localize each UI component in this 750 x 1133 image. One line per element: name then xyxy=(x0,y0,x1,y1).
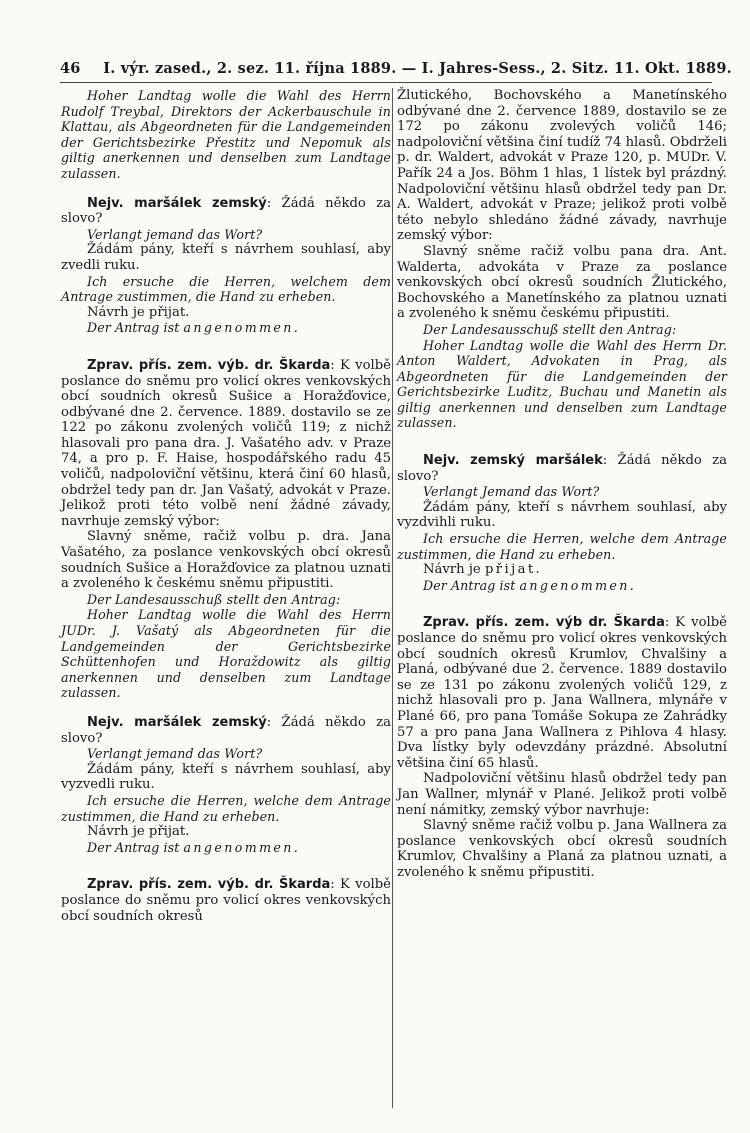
paragraph: Ich ersuche die Herren, welchem dem Antrage zustimmen, die Hand zu erheben. xyxy=(61,273,391,305)
speech-text: : Žádá někdo za slovo? xyxy=(397,453,727,484)
paragraph: Verlangt jemand das Wort? xyxy=(87,226,263,242)
paragraph: Žádám pány, kteří s návrhem souhlasí, aby vyzdvihli ruku. xyxy=(397,499,727,531)
paragraph: Žádám pány, kteří s návrhem souhlasí, aby zvedli ruku. xyxy=(61,242,391,273)
speech xyxy=(397,615,727,771)
paragraph: Slavný sněme račiž volbu pana dra. Ant. Walderta, advokáta v Praze za poslance venkovských obcí okresů soudních Žlutického, Bochovského a Manetínského za platnou uznati a zvoleného k sněmu českému připustiti. xyxy=(397,243,727,322)
speaker-name: Nejv. maršálek zemský xyxy=(87,714,267,730)
speech xyxy=(397,453,727,484)
page-number: 46 xyxy=(60,60,81,77)
right-column xyxy=(397,88,727,881)
running-title: I. výr. zased., 2. sez. 11. října 1889. — I. Jahres-Sess., 2. Sitz. 11. Okt. 1889. xyxy=(103,60,732,77)
spaced-text: angenommen. xyxy=(519,577,637,593)
speech xyxy=(61,715,391,746)
speech-text: : K volbě poslance do sněmu pro volicí okres venkovských obcí soudních okresů Krumlov, Chvalšiny a Planá, odbývané due 2. července. 1889 dostavilo se ze 131 po zákonu zvolených voličů 129, z nichž hlasovali pro p. Jana Wallnera, mlynáře v Plané 66, pro pana Tomáše Sokupa ze Zahrádky 57 a pro pana Jana Wallnera z Pihlova 4 hlasy. Dva lístky byly odevzdány prázdné. Absolutní většina činí 65 hlasů. xyxy=(397,615,727,771)
spacer xyxy=(61,855,391,877)
paragraph xyxy=(61,320,391,336)
paragraph: Nadpoloviční většinu hlasů obdržel tedy pan Jan Wallner, mlynář v Plané. Jelikož proti volbě není námitky, zemský výbor navrhuje: xyxy=(397,771,727,818)
speaker-name: Zprav. přís. zem. výb dr. Škarda xyxy=(423,615,665,631)
speech-text: : Žádá někdo za slovo? xyxy=(61,714,391,746)
header-rule xyxy=(60,82,712,83)
paragraph: Žlutického, Bochovského a Manetínského odbývané dne 2. července 1889, dostavilo se ze 172 po zákonu zvolevých voličů 146; nadpoloviční většina činí tudíž 74 hlasů. Obdrželi p. dr. Waldert, advokát v Praze 120, p. MUDr. V. Pařík 24 a Jos. Böhm 1 hlas, 1 lístek byl prázdný. Nadpoloviční většinu hlasů obdržel tedy pan Dr. A. Waldert, advokát v Praze; jelikož proti volbě této nebylo shledáno žádné závady, navrhuje zemský výbor: xyxy=(397,88,727,244)
spacer xyxy=(397,431,727,453)
spacer xyxy=(61,701,391,715)
column-divider xyxy=(392,88,393,1108)
speech-text: : K volbě poslance do sněmu pro volicí okres venkovských obcí soudních okresů xyxy=(61,877,391,924)
paragraph: Ich ersuche die Herren, welche dem Antrage zustimmen, die Hand zu erheben. xyxy=(397,531,727,562)
spacer xyxy=(61,182,391,196)
paragraph: Návrh je přijat. xyxy=(87,304,190,320)
text: Der Antrag ist xyxy=(423,577,520,593)
paragraph: Der Landesausschuß stellt den Antrag: xyxy=(87,591,341,607)
speaker-name: Nejv. zemský maršálek xyxy=(423,453,603,469)
speech-text: : K volbě poslance do sněmu pro volicí okres venkovských obcí soudních okresů Sušice a Horažďovice, odbývané dne 2. července. 1889. dostavilo se ze 122 po zákonu zvolených voličů 119; z nichž hlasovali pro pana dra. J. Vašatého adv. v Praze 74, a pro p. F. Haise, hospodářského radu 45 voličů, nadpoloviční většinu, která činí 60 hlasů, obdržel tedy pan dr. Jan Vašatý, advokát v Praze. Jelikož proti této volbě není žádné závady, navrhuje zemský výbor: xyxy=(61,357,391,529)
paragraph xyxy=(397,562,727,578)
paragraph: Verlangt Jemand das Wort? xyxy=(423,484,600,500)
paragraph: Der Landesausschuß stellt den Antrag: xyxy=(423,321,677,337)
page-header xyxy=(60,60,732,77)
paragraph: Slavný sněme račiž volbu p. Jana Wallnera za poslance venkovských obcí okresů soudních Krumlov, Chvalšiny a Planá za platnou uznati, a zvoleného k sněmu připustiti. xyxy=(397,818,727,880)
paragraph: Návrh je přijat. xyxy=(87,824,190,840)
paragraph: Hoher Landtag wolle die Wahl des Herrn JUDr. J. Vašatý als Abgeordneten für die Landgemeinden der Gerichtsbezirke Schüttenhofen und Horaždowitz als giltig anerkennen und denselben zum Landtage zulassen. xyxy=(61,607,391,701)
text: Der Antrag ist xyxy=(87,320,184,336)
text: Návrh je xyxy=(423,562,485,578)
speech xyxy=(61,358,391,530)
speaker-name: Nejv. maršálek zemský xyxy=(87,195,267,211)
paragraph: Verlangt jemand das Wort? xyxy=(87,746,263,762)
speech xyxy=(61,196,391,227)
paragraph xyxy=(61,840,391,856)
text: Der Antrag ist xyxy=(87,839,184,855)
spaced-text: přijat. xyxy=(484,562,543,578)
paragraph: Slavný sněme, račiž volbu p. dra. Jana Vašatého, za poslance venkovských obcí okresů soudních Sušice a Horažďovice za platnou uznati a zvoleného k českému sněmu připustiti. xyxy=(61,529,391,592)
left-column xyxy=(61,88,391,924)
speech xyxy=(61,877,391,924)
speaker-name: Zprav. přís. zem. výb. dr. Škarda xyxy=(87,357,331,373)
paragraph: Hoher Landtag wolle die Wahl des Herrn Rudolf Treybal, Direktors der Ackerbauschule in Klattau, als Abgeordneten für die Landgemeinden der Gerichtsbezirke Přestitz und Nepomuk als giltig anerkennen und denselben zum Landtage zulassen. xyxy=(61,88,391,181)
spaced-text: angenommen. xyxy=(183,320,301,336)
spacer xyxy=(61,336,391,358)
speaker-name: Zprav. přís. zem. výb. dr. Škarda xyxy=(87,877,331,893)
paragraph: Žádám pány, kteří s návrhem souhlasí, aby vyzvedli ruku. xyxy=(61,761,391,793)
speech-text: : Žádá někdo za slovo? xyxy=(61,195,391,227)
paragraph: Ich ersuche die Herren, welche dem Antrage zustimmen, die Hand zu erheben. xyxy=(61,792,391,824)
spacer xyxy=(397,593,727,615)
spaced-text: angenommen. xyxy=(183,839,301,855)
paragraph xyxy=(397,578,727,594)
paragraph: Hoher Landtag wolle die Wahl des Herrn Dr. Anton Waldert, Advokaten in Prag, als Abgeordneten für die Landgemeinden der Gerichtsbezirke Luditz, Buchau und Manetin als giltig anerkennen und denselben zum Landtage zulassen. xyxy=(397,337,727,431)
